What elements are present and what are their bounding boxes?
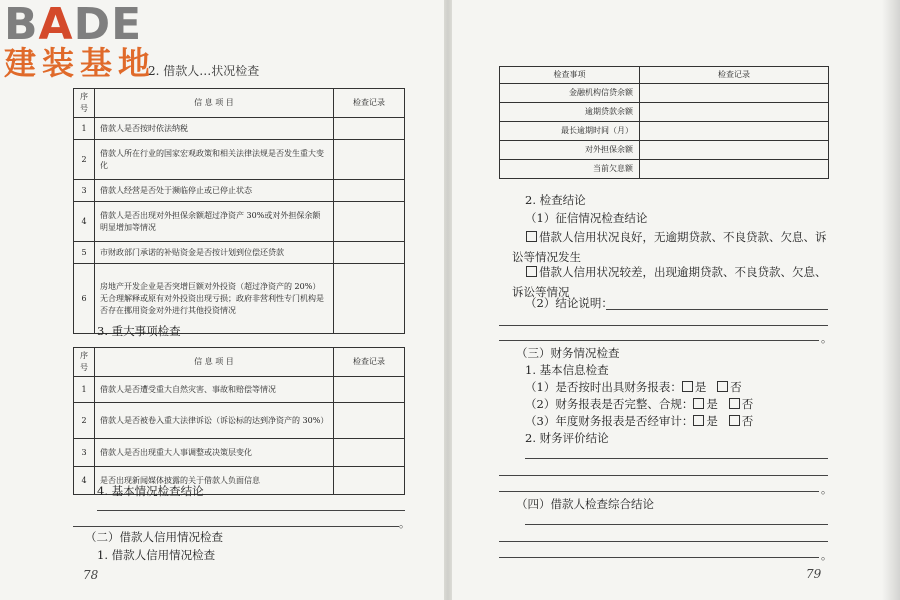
col-header-no: 序号 <box>74 89 95 118</box>
status-check-table <box>73 88 405 334</box>
no-label: 否 <box>730 380 742 394</box>
table-row <box>500 103 829 122</box>
section-4-title: 4. 基本情况检查结论 <box>97 484 204 498</box>
answer-line[interactable] <box>499 557 819 558</box>
row-record-cell[interactable] <box>334 403 405 439</box>
table-row <box>74 118 405 140</box>
answer-line[interactable] <box>499 541 828 542</box>
checkbox-no[interactable] <box>717 381 728 392</box>
row-record-cell[interactable] <box>334 242 405 264</box>
row-no: 4 <box>74 467 95 495</box>
row-no: 2 <box>74 140 95 180</box>
answer-line[interactable] <box>499 475 828 476</box>
credit-conclusion-title: （1）征信情况检查结论 <box>525 211 648 225</box>
finance-section-title: （三）财务情况检查 <box>516 346 620 360</box>
question-1-text: （1）是否按时出具财务报表： <box>525 380 682 394</box>
row-record-cell[interactable] <box>334 377 405 403</box>
col-header-item: 检查事项 <box>500 67 640 84</box>
conclusion-title: 2. 检查结论 <box>525 193 586 207</box>
period-mark: 。 <box>399 517 410 530</box>
col-header-record: 检查记录 <box>334 89 405 118</box>
row-item: 最长逾期时间（月） <box>500 122 640 141</box>
row-no: 2 <box>74 403 95 439</box>
row-item: 借款人是否按时依法纳税 <box>95 118 334 140</box>
section-2-title: 2. 借款人…状况检查 <box>148 64 260 78</box>
checkbox-good[interactable] <box>526 231 537 242</box>
table-row <box>500 84 829 103</box>
row-record-cell[interactable] <box>334 439 405 467</box>
row-item: 当前欠息额 <box>500 160 640 179</box>
row-item: 借款人经营是否处于濒临停止或已停止状态 <box>95 180 334 202</box>
row-record-cell[interactable] <box>640 160 829 179</box>
checkbox-yes[interactable] <box>693 398 704 409</box>
explain-label: （2）结论说明： <box>525 296 613 310</box>
row-item: 借款人是否出现对外担保余额超过净资产 30%或对外担保余额明显增加等情况 <box>95 202 334 242</box>
answer-line[interactable] <box>499 325 828 326</box>
row-record-cell[interactable] <box>334 140 405 180</box>
row-no: 3 <box>74 439 95 467</box>
option-good-text: 借款人信用状况良好，无逾期贷款、不良贷款、欠息、诉讼等情况发生 <box>512 230 827 264</box>
question-3 <box>525 413 753 429</box>
summary-section-title: （四）借款人检查综合结论 <box>516 497 654 511</box>
left-page <box>0 0 446 600</box>
table-row <box>74 180 405 202</box>
row-record-cell[interactable] <box>640 122 829 141</box>
period-mark: 。 <box>821 332 832 345</box>
row-item: 金融机构信贷余额 <box>500 84 640 103</box>
answer-line[interactable] <box>525 458 828 459</box>
basic-info-title: 1. 基本信息检查 <box>525 363 609 377</box>
table-row <box>74 202 405 242</box>
table-row <box>500 141 829 160</box>
table-row <box>74 439 405 467</box>
row-item: 市财政部门承诺的补贴资金是否按计划到位偿还贷款 <box>95 242 334 264</box>
option-credit-good <box>512 227 832 267</box>
row-no: 1 <box>74 377 95 403</box>
row-item: 逾期贷款余额 <box>500 103 640 122</box>
row-no: 6 <box>74 264 95 334</box>
no-label: 否 <box>741 397 754 411</box>
row-no: 3 <box>74 180 95 202</box>
logo-text: BADE <box>4 0 143 50</box>
section-3-title: 3. 重大事项检查 <box>97 324 181 338</box>
checkbox-no[interactable] <box>729 415 740 426</box>
credit-check-subtitle: 1. 借款人信用情况检查 <box>97 548 216 562</box>
col-header-no: 序号 <box>74 348 95 377</box>
credit-info-table <box>499 66 829 179</box>
row-item: 房地产开发企业是否突增巨额对外投资（超过净资产的 20%）无合理解释或原有对外投资出现亏损；政府非营利性专门机构是否存在挪用资金对外进行其他投资情况 <box>95 264 334 334</box>
period-mark: 。 <box>821 549 832 562</box>
answer-line[interactable] <box>499 340 819 341</box>
question-2 <box>525 396 753 412</box>
row-no: 1 <box>74 118 95 140</box>
row-item: 借款人是否出现重大人事调整或决策层变化 <box>95 439 334 467</box>
row-item: 借款人是否被卷入重大法律诉讼（诉讼标的达到净资产的 30%） <box>95 403 334 439</box>
row-no: 4 <box>74 202 95 242</box>
checkbox-yes[interactable] <box>693 415 704 426</box>
row-record-cell[interactable] <box>334 467 405 495</box>
answer-line[interactable] <box>525 524 828 525</box>
row-record-cell[interactable] <box>640 103 829 122</box>
table-row <box>74 377 405 403</box>
table-row <box>500 160 829 179</box>
row-record-cell[interactable] <box>334 118 405 140</box>
col-header-item: 信 息 项 目 <box>95 89 334 118</box>
row-no: 5 <box>74 242 95 264</box>
row-record-cell[interactable] <box>640 84 829 103</box>
row-item: 对外担保余额 <box>500 141 640 160</box>
row-item: 借款人是否遭受重大自然灾害、事故和赔偿等情况 <box>95 377 334 403</box>
question-2-text: （2）财务报表是否完整、合规： <box>525 397 694 411</box>
finance-eval-title: 2. 财务评价结论 <box>525 431 609 445</box>
page-edge-shadow <box>882 0 900 600</box>
checkbox-no[interactable] <box>729 398 740 409</box>
row-record-cell[interactable] <box>334 264 405 334</box>
credit-section-title: （二）借款人信用情况检查 <box>85 530 223 544</box>
yes-label: 是 <box>706 414 718 428</box>
major-events-table <box>73 347 405 495</box>
period-mark: 。 <box>821 483 832 496</box>
question-1 <box>525 379 742 395</box>
checkbox-yes[interactable] <box>682 381 693 392</box>
row-item: 借款人所在行业的国家宏观政策和相关法律法规是否发生重大变化 <box>95 140 334 180</box>
page-number-right: 79 <box>806 567 822 581</box>
table-row <box>74 242 405 264</box>
col-header-item: 信 息 项 目 <box>95 348 334 377</box>
no-label: 否 <box>741 414 754 428</box>
table-header-row <box>74 89 405 118</box>
checkbox-bad[interactable] <box>526 266 537 277</box>
table-row <box>74 403 405 439</box>
row-record-cell[interactable] <box>640 141 829 160</box>
table-header-row <box>500 67 829 84</box>
col-header-record: 检查记录 <box>334 348 405 377</box>
yes-label: 是 <box>706 397 718 411</box>
page-number-left: 78 <box>83 568 99 582</box>
answer-line[interactable] <box>606 309 828 310</box>
answer-line[interactable] <box>73 526 399 527</box>
row-record-cell[interactable] <box>334 202 405 242</box>
logo-subtext: 建装基地 <box>4 44 157 82</box>
table-row <box>74 140 405 180</box>
answer-line[interactable] <box>499 491 819 492</box>
question-3-text: （3）年度财务报表是否经审计： <box>525 414 694 428</box>
answer-line[interactable] <box>97 510 405 511</box>
col-header-record: 检查记录 <box>640 67 829 84</box>
row-item: 是否出现新闻媒体披露的关于借款人负面信息 <box>95 467 334 495</box>
table-header-row <box>74 348 405 377</box>
table-row <box>500 122 829 141</box>
yes-label: 是 <box>694 380 707 394</box>
option-bad-text: 借款人信用状况较差，出现逾期贷款、不良贷款、欠息、诉讼等情况 <box>512 265 827 299</box>
row-record-cell[interactable] <box>334 180 405 202</box>
